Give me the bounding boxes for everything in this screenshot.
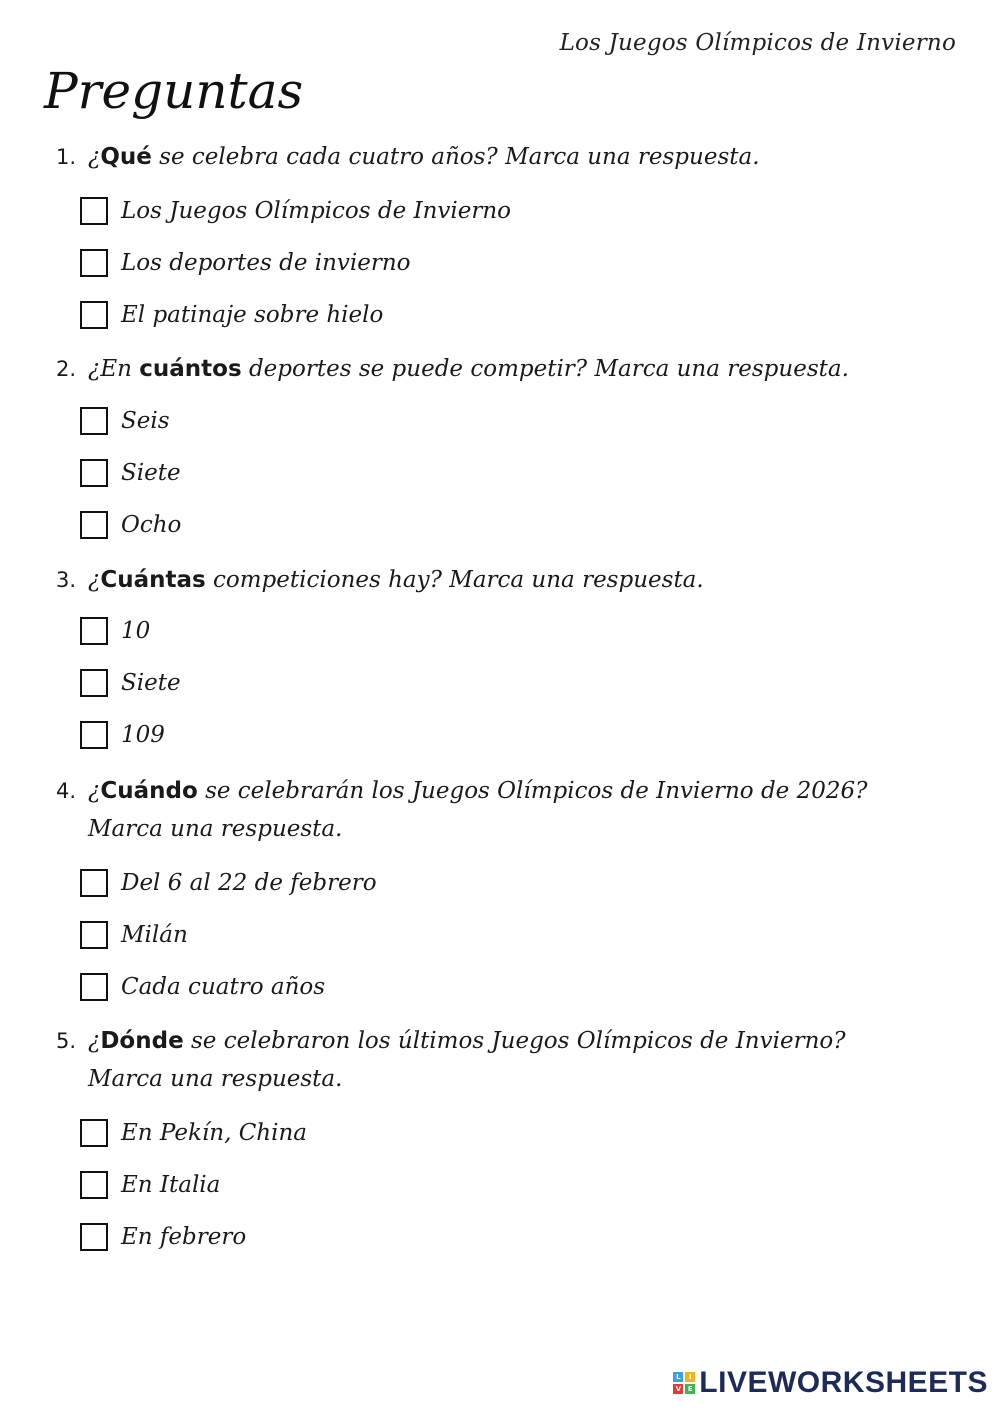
question-continuation: Marca una respuesta. (88, 1066, 343, 1092)
answer-checkbox[interactable] (80, 973, 108, 1001)
answer-label: En febrero (121, 1224, 247, 1250)
answer-checkbox[interactable] (80, 721, 108, 749)
logo-cell: V (673, 1384, 683, 1394)
answer-option (80, 246, 411, 280)
answer-option (80, 508, 181, 542)
worksheet-topic: Los Juegos Olímpicos de Invierno (559, 30, 956, 56)
logo-cell: L (673, 1372, 683, 1382)
answer-option (80, 404, 170, 438)
question-number: 2. (56, 357, 77, 381)
answer-checkbox[interactable] (80, 617, 108, 645)
question-2: 2. ¿En cuántos deportes se puede competir? Marca una respuesta. (56, 350, 956, 388)
answer-label: Los Juegos Olímpicos de Invierno (121, 198, 512, 224)
answer-label: Ocho (121, 512, 182, 538)
answer-checkbox[interactable] (80, 197, 108, 225)
answer-checkbox[interactable] (80, 301, 108, 329)
liveworksheets-logo[interactable] (673, 1366, 988, 1400)
answer-option (80, 918, 188, 952)
answer-label: Siete (121, 460, 181, 486)
answer-checkbox[interactable] (80, 407, 108, 435)
answer-label: El patinaje sobre hielo (121, 302, 384, 328)
answer-label: En Italia (121, 1172, 221, 1198)
question-1: 1. ¿Qué se celebra cada cuatro años? Marca una respuesta. (56, 138, 956, 176)
question-number: 4. (56, 779, 77, 803)
answer-label: Seis (121, 408, 170, 434)
question-5: 5. ¿Dónde se celebraron los últimos Juegos Olímpicos de Invierno? Marca una respuesta. (56, 1022, 956, 1098)
answer-checkbox[interactable] (80, 249, 108, 277)
question-3: 3. ¿Cuántas competiciones hay? Marca una respuesta. (56, 561, 956, 599)
question-keyword: Dónde (100, 1028, 184, 1054)
answer-option (80, 970, 325, 1004)
logo-cell: E (685, 1384, 695, 1394)
answer-option (80, 718, 165, 752)
question-number: 5. (56, 1029, 77, 1053)
brand-name: LIVEWORKSHEETS (699, 1366, 988, 1399)
answer-option (80, 456, 181, 490)
answer-checkbox[interactable] (80, 1171, 108, 1199)
answer-checkbox[interactable] (80, 511, 108, 539)
answer-option (80, 1116, 307, 1150)
answer-option (80, 1220, 246, 1254)
answer-checkbox[interactable] (80, 921, 108, 949)
page-title: Preguntas (44, 62, 304, 120)
answer-label: En Pekín, China (121, 1120, 307, 1146)
answer-label: 10 (121, 618, 151, 644)
logo-cell: I (685, 1372, 695, 1382)
answer-label: 109 (121, 722, 165, 748)
question-continuation: Marca una respuesta. (88, 816, 343, 842)
answer-option (80, 866, 377, 900)
answer-checkbox[interactable] (80, 459, 108, 487)
question-number: 3. (56, 568, 77, 592)
question-4: 4. ¿Cuándo se celebrarán los Juegos Olímpicos de Invierno de 2026? Marca una respuesta. (56, 772, 956, 848)
answer-label: Milán (121, 922, 188, 948)
question-keyword: Cuántas (100, 567, 206, 593)
answer-label: Del 6 al 22 de febrero (121, 870, 377, 896)
answer-option (80, 1168, 220, 1202)
question-keyword: Qué (100, 144, 152, 170)
answer-label: Siete (121, 670, 181, 696)
answer-option (80, 194, 511, 228)
answer-option (80, 666, 181, 700)
question-number: 1. (56, 145, 77, 169)
answer-checkbox[interactable] (80, 869, 108, 897)
liveworksheets-logo-icon (673, 1372, 695, 1394)
question-keyword: Cuándo (100, 778, 198, 804)
answer-option (80, 614, 150, 648)
answer-option (80, 298, 383, 332)
answer-checkbox[interactable] (80, 1223, 108, 1251)
answer-label: Los deportes de invierno (121, 250, 411, 276)
answer-checkbox[interactable] (80, 1119, 108, 1147)
answer-checkbox[interactable] (80, 669, 108, 697)
answer-label: Cada cuatro años (121, 974, 326, 1000)
question-keyword: cuántos (139, 356, 242, 382)
